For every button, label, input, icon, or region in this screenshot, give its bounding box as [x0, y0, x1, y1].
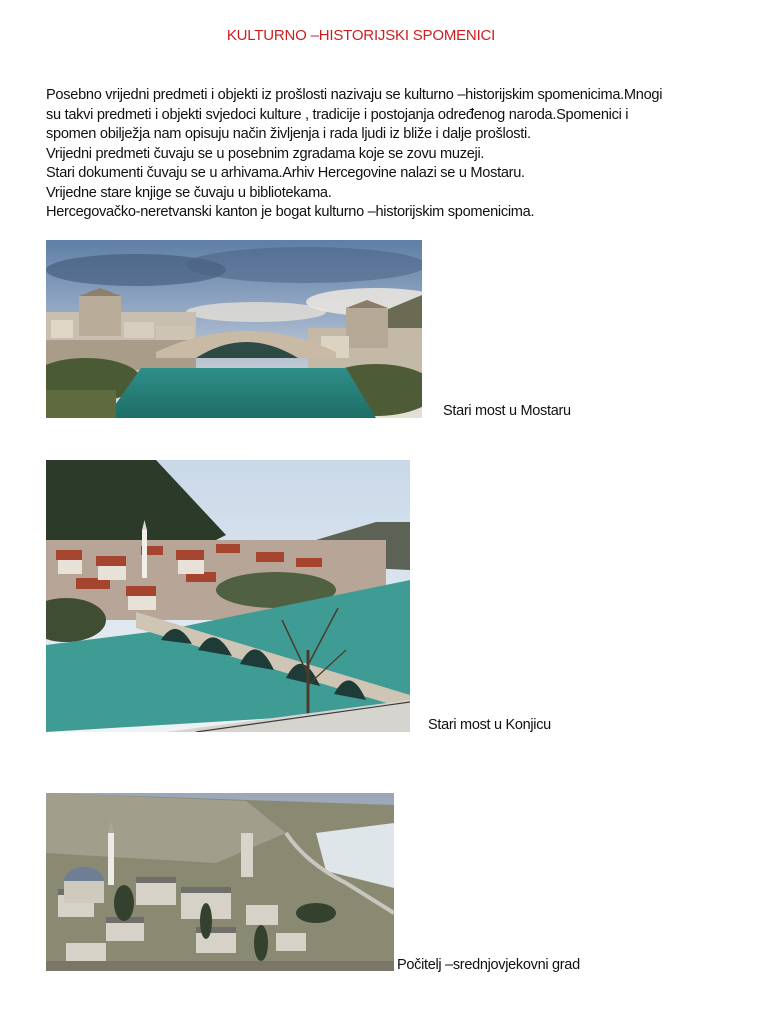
konjic-caption: Stari most u Konjicu: [428, 717, 551, 733]
paragraph-line: spomen obilježja nam opisuju način življenja i rada ljudi iz bliže i dalje prošlosti.: [46, 126, 531, 142]
intro-paragraph: [46, 86, 726, 223]
mostar-caption: Stari most u Mostaru: [443, 403, 571, 419]
pocitelj-caption: Počitelj –srednjovjekovni grad: [397, 957, 580, 973]
paragraph-line: Stari dokumenti čuvaju se u arhivama.Arhiv Hercegovine nalazi se u Mostaru.: [46, 165, 525, 181]
paragraph-line: Hercegovačko-neretvanski kanton je bogat kulturno –historijskim spomenicima.: [46, 204, 535, 220]
mostar-bridge-photo: [46, 240, 422, 418]
paragraph-line: Posebno vrijedni predmeti i objekti iz prošlosti nazivaju se kulturno –historijskim spomenicima.Mnogi: [46, 87, 663, 103]
paragraph-line: su takvi predmeti i objekti svjedoci kulture , tradicije i postojanja određenog naroda.Spomenici i: [46, 106, 629, 123]
paragraph-line: Vrijedne stare knjige se čuvaju u bibliotekama.: [46, 184, 332, 201]
paragraph-line: Vrijedni predmeti čuvaju se u posebnim zgradama koje se zovu muzeji.: [46, 145, 485, 162]
konjic-bridge-photo: [46, 460, 410, 732]
document-title: KULTURNO –HISTORIJSKI SPOMENICI: [226, 27, 496, 44]
pocitelj-photo: [46, 793, 394, 971]
